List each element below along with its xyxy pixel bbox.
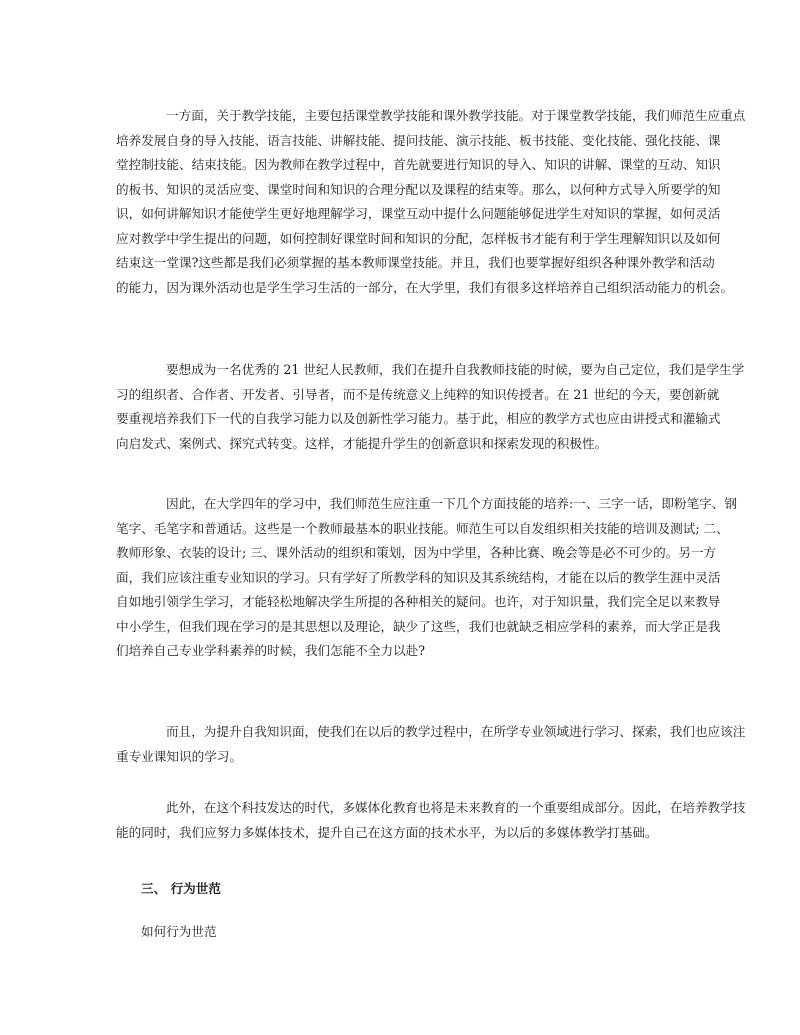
- text-line: 的板书、知识的灵活应变、课堂时间和知识的合理分配以及课程的结束等。那么，以何种方式导入所要学的知: [116, 181, 721, 197]
- text-line: 能的同时，我们应努力多媒体技术，提升自己在这方面的技术水平，为以后的多媒体教学打基础。: [116, 824, 658, 840]
- text-line: 要想成为一名优秀的 21 世纪人民教师，我们在提升自我教师技能的时候，要为自己定位，我们是学生学: [166, 362, 745, 377]
- text-line: 应对教学中学生提出的问题，如何控制好课堂时间和知识的分配，怎样板书才能有利于学生理解知识以及如何: [116, 230, 721, 246]
- text-line: 的能力，因为课外活动也是学生学习生活的一部分，在大学里，我们有很多这样培养自己组织活动能力的机会。: [116, 279, 734, 295]
- text-line: 识，如何讲解知识才能使学生更好地理解学习，课堂互动中提什么问题能够促进学生对知识的掌握，如何灵活: [116, 206, 721, 221]
- paragraph-four-years-training: [116, 492, 737, 664]
- text-line: 笔字、毛笔字和普通话。这些是一个教师最基本的职业技能。师范生可以自发组织相关技能的培训及测试; 二、: [116, 520, 729, 536]
- text-line: 们培养自己专业学科素养的时候，我们怎能不全力以赴?: [116, 643, 426, 658]
- text-line: 向启发式、案例式、探究式转变。这样，才能提升学生的创新意识和探索发现的积极性。: [116, 435, 608, 451]
- text-line: 要重视培养我们下一代的自我学习能力以及创新性学习能力。基于此，相应的教学方式也应由讲授式和灌输式: [116, 411, 721, 426]
- paragraph-21st-century-teacher: [116, 358, 745, 456]
- paragraph-teaching-skills: [116, 104, 746, 300]
- text-line: 堂控制技能、结束技能。因为教师在教学过程中，首先就要进行知识的导入、知识的讲解、课堂的互动、知识: [116, 157, 721, 172]
- text-line: 因此，在大学四年的学习中，我们师范生应注重一下几个方面技能的培养:一、三字一话，即粉笔字、钢: [166, 496, 737, 511]
- text-line: 面，我们应该注重专业知识的学习。只有学好了所教学科的知识及其系统结构，才能在以后的教学生涯中灵活: [116, 569, 721, 585]
- text-line: 一方面，关于教学技能，主要包括课堂教学技能和课外教学技能。对于课堂教学技能，我们师范生应重点: [166, 108, 746, 123]
- paragraph-multimedia: [116, 796, 746, 845]
- text-line: 结束这一堂课?这些都是我们必须掌握的基本教师课堂技能。并且，我们也要掌握好组织各种课外教学和活动: [116, 255, 715, 270]
- text-line: 此外，在这个科技发达的时代，多媒体化教育也将是未来教育的一个重要组成部分。因此，在培养教学技: [166, 800, 746, 815]
- section-subheading: 如何行为世范: [141, 924, 217, 939]
- section-heading: 三、 行为世范: [141, 881, 221, 896]
- text-line: 重专业课知识的学习。: [116, 748, 242, 764]
- paragraph-knowledge-scope: [116, 720, 746, 769]
- text-line: 自如地引领学生学习，才能轻松地解决学生所提的各种相关的疑问。也许，对于知识量，我们完全足以来教导: [116, 594, 721, 609]
- text-line: 教师形象、衣装的设计; 三、课外活动的组织和策划，因为中学里，各种比赛、晚会等是必不可少的。另一方: [116, 545, 717, 560]
- text-line: 习的组织者、合作者、开发者、引导者，而不是传统意义上纯粹的知识传授者。在 21 世纪的今天，要创新就: [116, 386, 720, 402]
- text-line: 中小学生，但我们现在学习的是其思想以及理论，缺少了这些，我们也就缺乏相应学科的素养，而大学正是我: [116, 618, 721, 634]
- text-line: 培养发展自身的导入技能、语言技能、讲解技能、提问技能、演示技能、板书技能、变化技能、强化技能、课: [116, 132, 721, 148]
- text-line: 而且，为提升自我知识面，使我们在以后的教学过程中，在所学专业领域进行学习、探索，我们也应该注: [166, 724, 746, 739]
